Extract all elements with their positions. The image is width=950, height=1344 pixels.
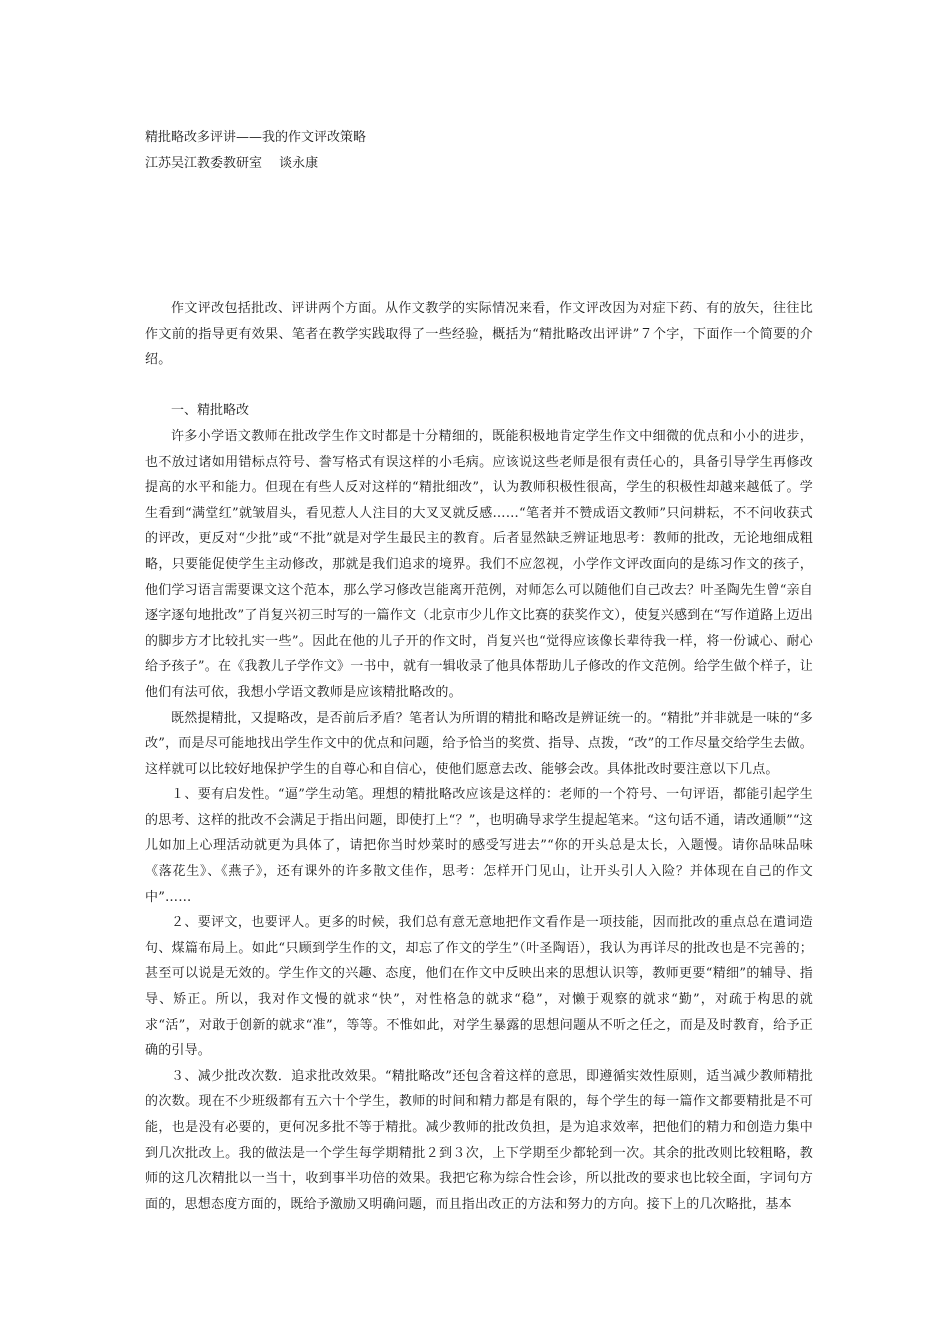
document-body — [145, 296, 813, 1217]
section-heading: 一、精批略改 — [171, 403, 250, 419]
body-paragraph-1: 许多小学语文教师在批改学生作文时都是十分精细的，既能积极地肯定学生作文中细微的优点和小小的进步，也不放过诸如用错标点符号、誊写格式有误这样的小毛病。应该说这些老师是很有责任心的，具备引导学生再修改提高的水平和能力。但现在有些人反对这样的“精批细改”，认为教师积极性很高，学生的积极性却越来越低了。学生看到“满堂红”就皱眉头，看见惹人人注目的大叉叉就反感……“笔者并不赞成语文教师”只问耕耘，不不问收获式的评改，更反对“少批”或“不批”就是对学生最民主的教育。后者显然缺乏辨证地思考：教师的批改，无论地细成粗略，只要能促使学生主动修改，那就是我们追求的境界。我们不应忽视，小学作文评改面向的是练习作文的孩子，他们学习语言需要课文这个范本，那么学习修改岂能离开范例，对师怎么可以随他们自己改去？叶圣陶先生曾“亲自逐字逐句地批改”了肖复兴初三时写的一篇作文（北京市少儿作文比赛的获奖作文），使复兴感到在“写作道路上迈出的脚步方才比较扎实一些”。因此在他的儿子开的作文时，肖复兴也“觉得应该像长辈待我一样，将一份诚心、耐心给予孩子”。在《我教儿子学作文》一书中，就有一辑收录了他具体帮助儿子修改的作文范例。给学生做个样子，让他们有法可依，我想小学语文教师是应该精批略改的。 — [145, 428, 813, 700]
blank-line — [145, 373, 813, 399]
body-paragraph-2: 既然提精批，又提略改，是否前后矛盾？笔者认为所谓的精批和略改是辨证统一的。“精批”并非就是一味的“多改”，而是尽可能地找出学生作文中的优点和问题，给予恰当的奖赏、指导、点拨，“改”的工作尽量交给学生去做。这样就可以比较好地保护学生的自尊心和自信心，使他们愿意去改、能够会改。具体批改时要注意以下几点。 — [145, 710, 813, 777]
author-line: 江苏吴江教委教研室 谈永康 — [145, 156, 319, 171]
document-title: 精批略改多评讲——我的作文评改策略 — [145, 130, 367, 145]
intro-paragraph: 作文评改包括批改、评讲两个方面。从作文教学的实际情况来看，作文评改因为对症下药、有的放矢，往往比作文前的指导更有效果、笔者在教学实践取得了一些经验，概括为“精批略改出评讲”７个字，下面作一个简要的介绍。 — [145, 301, 813, 368]
body-paragraph-4: ２、要评文，也要评人。更多的时候，我们总有意无意地把作文看作是一项技能，因而批改的重点总在遣词造句、煤篇布局上。如此“只顾到学生作的文，却忘了作文的学生”（叶圣陶语），我认为再详尽的批改也是不完善的；甚至可以说是无效的。学生作文的兴趣、态度，他们在作文中反映出来的思想认识等，教师更要“精细”的辅导、指导、矫正。所以，我对作文慢的就求“快”，对性格急的就求“稳”，对懒于观察的就求“勤”，对疏于构思的就求“活”，对敢于创新的就求“准”，等等。不惟如此，对学生暴露的思想问题从不听之任之，而是及时教育，给予正确的引导。 — [145, 915, 813, 1059]
body-paragraph-5: ３、减少批改次数．追求批改效果。“精批略改”还包含着这样的意思，即遵循实效性原则，适当减少教师精批的次数。现在不少班级都有五六十个学生，教师的时间和精力都是有限的，每个学生的每一篇作文都要精批是不可能，也是没有必要的，更何况多批不等于精批。减少教师的批改负担，是为追求效率，把他们的精力和创造力集中到几次批改上。我的做法是一个学生每学期精批２到３次，上下学期至少都轮到一次。其余的批改则比较粗略，教师的这几次精批以一当十，收到事半功倍的效果。我把它称为综合性会诊，所以批改的要求也比较全面，字词句方面的，思想态度方面的，既给予激励又明确问题，而且指出改正的方法和努力的方向。接下上的几次略批，基本 — [145, 1068, 813, 1212]
body-paragraph-3: １、要有启发性。“逼”学生动笔。理想的精批略改应该是这样的：老师的一个符号、一句评语，都能引起学生的思考、这样的批改不会满足于指出问题，即使打上“？”，也明确导求学生提起笔来。“这句话不通，请改通顺”“这儿如加上心理活动就更为具体了，请把你当时炒菜时的感受写进去”“你的开头总是太长，入题慢。请你品味品味《落花生》、《燕子》，还有课外的许多散文佳作，思考：怎样开门见山，让开头引人入险？并体现在自己的作文中”…… — [145, 787, 813, 905]
document-header — [145, 125, 825, 177]
